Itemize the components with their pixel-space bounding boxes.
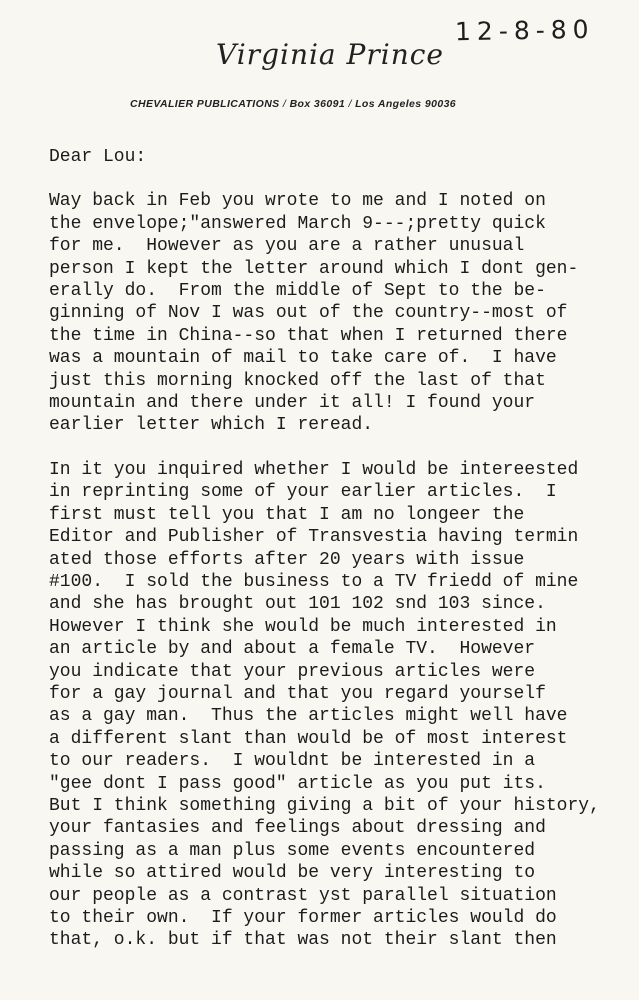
letter-paragraph	[49, 459, 629, 952]
text-line: you indicate that your previous articles were	[49, 661, 536, 682]
text-line: first must tell you that I am no longeer the	[49, 504, 525, 525]
letterhead-address	[130, 98, 456, 110]
text-line: our people as a contrast yst parallel situation	[49, 885, 557, 906]
text-line: "gee dont I pass good" article as you put its.	[49, 773, 546, 794]
letterhead-signature-name: Virginia Prince	[216, 38, 444, 71]
text-line: In it you inquired whether I would be intereested	[49, 459, 579, 480]
text-line: the time in China--so that when I returned there	[49, 325, 568, 346]
letterhead-publisher: CHEVALIER PUBLICATIONS	[130, 98, 280, 110]
text-line: earlier letter which I reread.	[49, 415, 374, 436]
letter-paragraph	[49, 190, 629, 436]
text-line: to our readers. I wouldnt be interested in a	[49, 751, 536, 772]
text-line: ated those efforts after 20 years with issue	[49, 549, 525, 570]
text-line: However I think she would be much interested in	[49, 616, 557, 637]
text-line: just this morning knocked off the last of that	[49, 370, 546, 391]
text-line: was a mountain of mail to take care of. I have	[49, 348, 557, 369]
text-line: erally do. From the middle of Sept to the be-	[49, 281, 546, 302]
salutation: Dear Lou:	[49, 147, 147, 167]
text-line: #100. I sold the business to a TV friedd of mine	[49, 571, 579, 592]
text-line: But I think something giving a bit of your history,	[49, 795, 600, 816]
text-line: as a gay man. Thus the articles might well have	[49, 706, 568, 727]
text-line: an article by and about a female TV. However	[49, 639, 536, 660]
text-line: passing as a man plus some events encountered	[49, 840, 536, 861]
text-line: a different slant than would be of most interest	[49, 728, 568, 749]
letterhead-city: Los Angeles 90036	[355, 98, 457, 110]
text-line: for a gay journal and that you regard yourself	[49, 683, 546, 704]
letter-paragraphs	[49, 190, 629, 951]
text-line: to their own. If your former articles would do	[49, 908, 557, 928]
text-line: ginning of Nov I was out of the country--most of	[49, 303, 568, 324]
text-line: that, o.k. but if that was not their slant then	[49, 930, 557, 951]
text-line: in reprinting some of your earlier articles. I	[49, 482, 557, 503]
address-separator: /	[348, 98, 356, 110]
text-line: the envelope;"answered March 9---;pretty quick	[49, 213, 546, 234]
text-line: mountain and there under it all! I found your	[49, 393, 536, 414]
handwritten-date: 12-8-80	[454, 14, 595, 47]
letter-body	[49, 146, 629, 952]
text-line: your fantasies and feelings about dressing and	[49, 818, 546, 839]
letterhead-box: Box 36091	[289, 98, 346, 110]
text-line: and she has brought out 101 102 snd 103 since.	[49, 594, 546, 615]
text-line: person I kept the letter around which I dont gen-	[49, 258, 579, 279]
text-line: while so attired would be very interesting to	[49, 863, 536, 884]
text-line: Way back in Feb you wrote to me and I noted on	[49, 191, 546, 212]
address-separator: /	[282, 98, 290, 110]
text-line: for me. However as you are a rather unusual	[49, 236, 525, 257]
text-line: Editor and Publisher of Transvestia having termin	[49, 527, 579, 548]
